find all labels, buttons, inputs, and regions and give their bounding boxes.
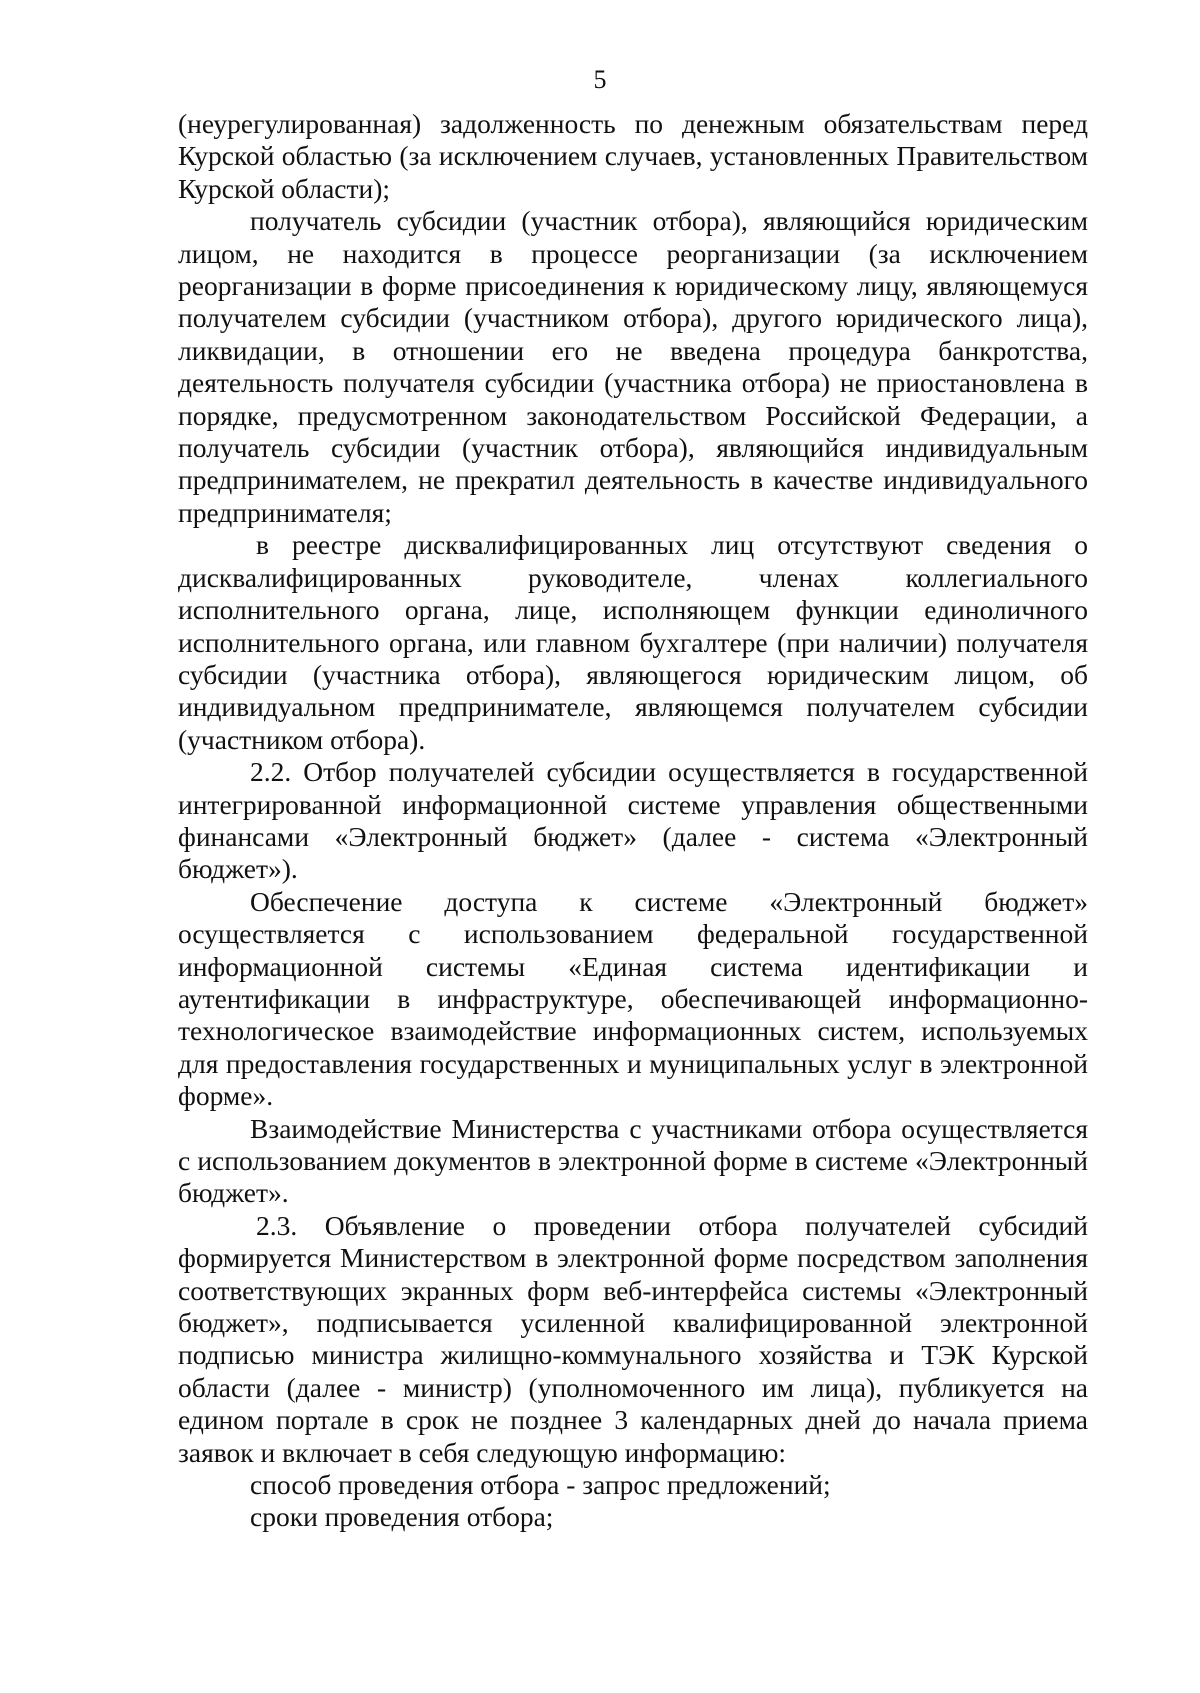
document-body: [178, 108, 1088, 1534]
paragraph-2-3-announcement: 2.3. Объявление о проведении отбора получателей субсидий формируется Министерством в электронной форме посредством заполнения соответствующих экранных форм веб-интерфейса системы «Электронный бюджет», подписывается усиленной квалифицированной электронной подписью министра жилищно-коммунального хозяйства и ТЭК Курской области (далее - министр) (уполномоченного им лица), публикуется на едином портале в срок не позднее 3 календарных дней до начала приема заявок и включает в себя следующую информацию:: [178, 1209, 1088, 1468]
paragraph-reorganization: получатель субсидии (участник отбора), являющийся юридическим лицом, не находится в процессе реорганизации (за исключением реорганизации в форме присоединения к юридическому лицу, являющемуся получателем субсидии (участником отбора), другого юридического лица), ликвидации, в отношении его не введена процедура банкротства, деятельность получателя субсидии (участника отбора) не приостановлена в порядке, предусмотренном законодательством Российской Федерации, а получатель субсидии (участник отбора), являющийся индивидуальным предпринимателем, не прекратил деятельность в качестве индивидуального предпринимателя;: [178, 205, 1088, 528]
paragraph-disqualified-persons: в реестре дисквалифицированных лиц отсутствуют сведения о дисквалифицированных руководителе, членах коллегиального исполнительного органа, лице, исполняющем функции единоличного исполнительного органа, или главном бухгалтере (при наличии) получателя субсидии (участника отбора), являющегося юридическим лицом, об индивидуальном предпринимателе, являющемся получателем субсидии (участником отбора).: [178, 529, 1088, 755]
list-item-selection-method: способ проведения отбора - запрос предложений;: [250, 1469, 831, 1501]
paragraph-debt-continuation: (неурегулированная) задолженность по денежным обязательствам перед Курской областью (за исключением случаев, установленных Правительством Курской области);: [178, 108, 1088, 204]
paragraph-interaction: Взаимодействие Министерства с участниками отбора осуществляется с использованием документов в электронной форме в системе «Электронный бюджет».: [178, 1112, 1088, 1209]
paragraph-access-provision: Обеспечение доступа к системе «Электронный бюджет» осуществляется с использованием федеральной государственной информационной системы «Единая система идентификации и аутентификации в инфраструктуре, обеспечивающей информационно-технологическое взаимодействие информационных систем, используемых для предоставления государственных и муниципальных услуг в электронной форме».: [178, 885, 1088, 1112]
page-number: 5: [593, 65, 607, 94]
paragraph-2-2-selection: 2.2. Отбор получателей субсидии осуществляется в государственной интегрированной информационной системе управления общественными финансами «Электронный бюджет» (далее - система «Электронный бюджет»).: [178, 756, 1088, 885]
list-item-selection-terms: сроки проведения отбора;: [250, 1501, 554, 1533]
